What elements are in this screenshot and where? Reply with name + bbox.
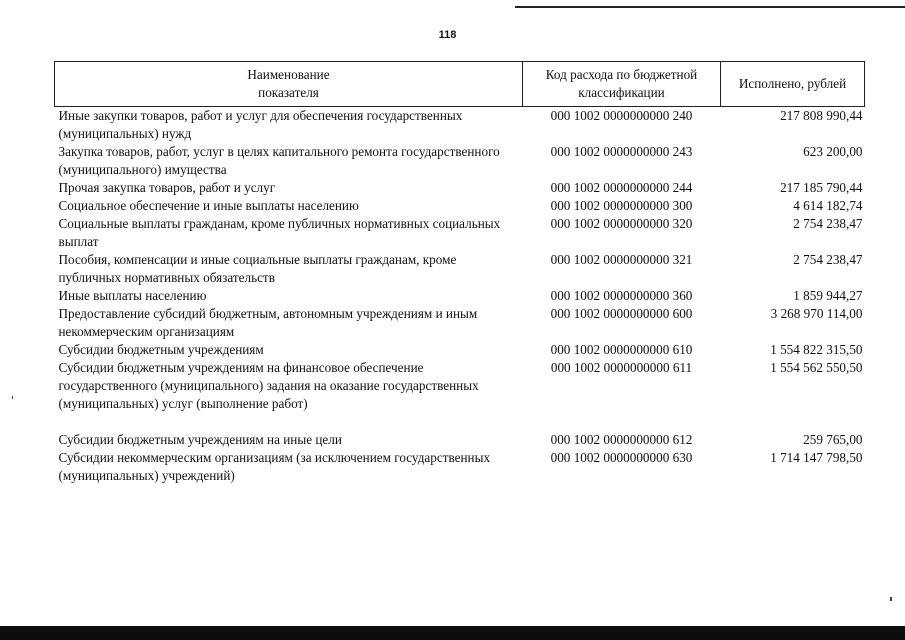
row-name: Субсидии некоммерческим организациям (за исключением государственных (муниципальных) учреждений) (58, 450, 491, 483)
row-code: 000 1002 0000000000 321 (550, 252, 693, 267)
row-sum: 217 808 990,44 (780, 108, 863, 123)
row-sum: 217 185 790,44 (780, 180, 863, 195)
row-code: 000 1002 0000000000 244 (550, 180, 693, 195)
row-code: 000 1002 0000000000 240 (550, 108, 693, 123)
row-sum: 4 614 182,74 (793, 198, 863, 213)
table-row (55, 107, 865, 144)
table-header-row (55, 62, 865, 107)
row-name: Прочая закупка товаров, работ и услуг (58, 180, 276, 195)
budget-table (54, 61, 865, 485)
table-row (55, 341, 865, 359)
row-sum: 1 554 822 315,50 (770, 342, 863, 357)
row-name: Субсидии бюджетным учреждениям на финансовое обеспечение государственного (муниципального) задания на оказание государственных (муниципальных) услуг (выполнение работ) (58, 360, 479, 411)
row-sum: 2 754 238,47 (793, 252, 863, 267)
table-row (55, 197, 865, 215)
row-code: 000 1002 0000000000 243 (550, 144, 693, 159)
row-name: Социальные выплаты гражданам, кроме публичных нормативных социальных выплат (58, 216, 501, 249)
row-code: 000 1002 0000000000 320 (550, 216, 693, 231)
header-sum: Исполнено, рублей (721, 62, 865, 107)
row-code: 000 1002 0000000000 610 (550, 342, 693, 357)
row-code: 000 1002 0000000000 611 (550, 360, 693, 375)
row-sum: 3 268 970 114,00 (770, 306, 863, 321)
table-row (55, 143, 865, 179)
table-spacer-row (55, 413, 865, 431)
row-sum: 623 200,00 (803, 144, 863, 159)
header-code: Код расхода по бюджетной классификации (523, 62, 721, 107)
table-row (55, 359, 865, 413)
row-name: Иные закупки товаров, работ и услуг для обеспечения государственных (муниципальных) нужд (58, 108, 463, 141)
row-sum: 1 859 944,27 (793, 288, 863, 303)
spacer-cell (523, 413, 721, 431)
scan-mark (890, 597, 892, 601)
row-sum: 1 554 562 550,50 (770, 360, 863, 375)
row-name: Субсидии бюджетным учреждениям (58, 342, 264, 357)
row-name: Закупка товаров, работ, услуг в целях капитального ремонта государственного (муниципального) имущества (58, 144, 500, 177)
table-row (55, 215, 865, 251)
table-row (55, 179, 865, 197)
table-row (55, 305, 865, 341)
table-row (55, 449, 865, 485)
row-code: 000 1002 0000000000 612 (550, 432, 693, 447)
spacer-cell (721, 413, 865, 431)
scan-mark (12, 396, 13, 399)
header-name: Наименование показателя (55, 62, 523, 107)
bottom-scan-band (0, 626, 905, 640)
row-name: Социальное обеспечение и иные выплаты населению (58, 198, 359, 213)
row-name: Предоставление субсидий бюджетным, автономным учреждениям и иным некоммерческим организациям (58, 306, 478, 339)
table-row (55, 431, 865, 449)
page-number: 118 (438, 29, 457, 41)
spacer-cell (55, 413, 523, 431)
row-code: 000 1002 0000000000 300 (550, 198, 693, 213)
row-sum: 259 765,00 (803, 432, 863, 447)
row-sum: 1 714 147 798,50 (770, 450, 863, 465)
row-name: Субсидии бюджетным учреждениям на иные цели (58, 432, 342, 447)
row-name: Иные выплаты населению (58, 288, 207, 303)
table-row (55, 251, 865, 287)
table-row (55, 287, 865, 305)
row-name: Пособия, компенсации и иные социальные выплаты гражданам, кроме публичных нормативных обязательств (58, 252, 457, 285)
row-sum: 2 754 238,47 (793, 216, 863, 231)
row-code: 000 1002 0000000000 360 (550, 288, 693, 303)
row-code: 000 1002 0000000000 600 (550, 306, 693, 321)
top-rule (515, 6, 905, 8)
row-code: 000 1002 0000000000 630 (550, 450, 693, 465)
